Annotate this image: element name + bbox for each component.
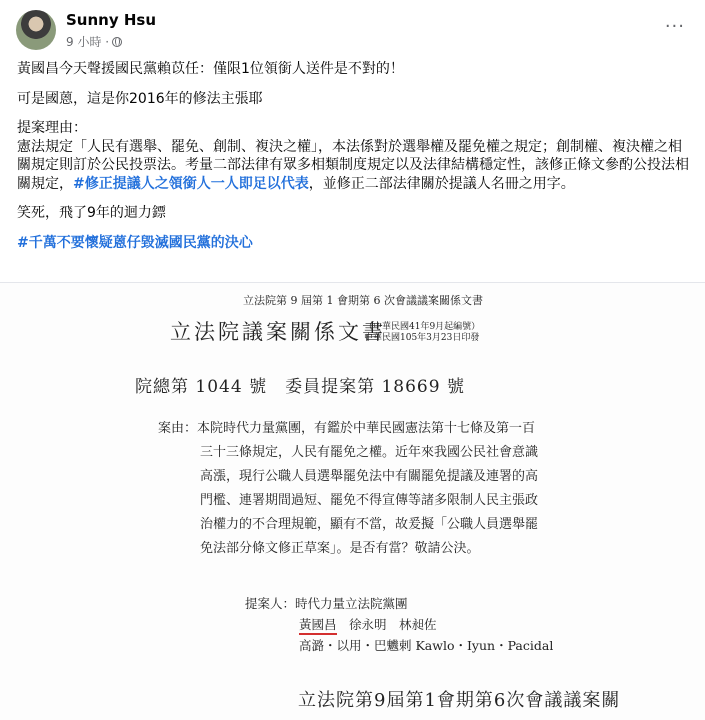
proposer-highlighted: 黃國昌 [299,617,337,635]
post-line: 笑死，飛了9年的迴力鏢 [17,205,166,221]
post-line: 可是國蒽，這是你2016年的修法主張耶 [17,90,263,107]
reason-line: 治權力的不合理規範，顯有不當，故爰擬「公職人員選舉罷 [200,517,539,532]
more-options-button[interactable]: ··· [664,16,685,37]
reason-line: 案由：本院時代力量黨團，有鑑於中華民國憲法第十七條及第一百 [158,421,536,436]
document-date-note: （中華民國41年9月起編號） [364,322,481,332]
proposer-others: 徐永明 林昶佐 [336,617,437,632]
post-time[interactable] [66,33,122,50]
document-image[interactable] [0,282,705,720]
post-header [16,10,691,54]
reason-line: 高漲，現行公職人員選舉罷免法中有關罷免提議及連署的高 [200,469,539,484]
document-number: 院總第 1044 號 委員提案第 18669 號 [135,377,465,397]
post-reason [17,119,689,193]
reason-line: 門檻、連署期間過短、罷免不得宣傳等諸多限制人民主張政 [200,493,539,508]
post-text [17,60,689,263]
timestamp[interactable]: 9 小時 · [66,35,110,49]
proposer-line: 高潞・以用・巴魕剌 Kawlo・Iyun・Pacidal [299,638,554,653]
reason-text: 憲法規定「人民有選舉、罷免、創制、複決之權」，本法係對於選舉權及罷免權之規定；創制權、複決權之相關規定則訂於公民投票法。考量二部法律有眾多相類制度規定以及法律結構穩定性，該修正條文參酌公投法相關規定， [17,138,689,192]
reason-text-end: ，並修正二部法律關於提議人名冊之用字。 [308,175,575,192]
proposer-label: 提案人：時代力量立法院黨團 [245,596,408,611]
document-reason [158,417,598,561]
document-footer: 立法院第9屆第1會期第6次會議議案關 [298,690,621,711]
document-proposers [245,593,553,656]
hashtag-link[interactable]: #千萬不要懷疑蒽仔毀滅國民黨的決心 [17,234,253,251]
document-title: 立法院議案關係文書 [170,320,386,344]
document-running-head: 立法院第 9 屆第 1 會期第 6 次會議議案關係文書 [243,294,483,307]
reason-line: 三十三條規定，人民有罷免之權。近年來我國公民社會意識 [200,445,539,460]
hashtag-link[interactable]: #修正提議人之領銜人一人即足以代表 [73,175,309,192]
reason-label: 提案理由： [17,120,87,136]
avatar[interactable] [16,10,56,50]
author-name[interactable]: Sunny Hsu [66,11,156,29]
reason-line: 免法部分條文修正草案」。是否有當？敬請公決。 [200,541,480,556]
post-line: 黃國昌今天聲援國民黨賴苡任：僅限1位領銜人送件是不對的！ [17,61,404,77]
globe-icon [112,37,122,47]
proposer-names [245,614,553,635]
document-print-date: 中華民國105年3月23日印發 [364,333,480,343]
